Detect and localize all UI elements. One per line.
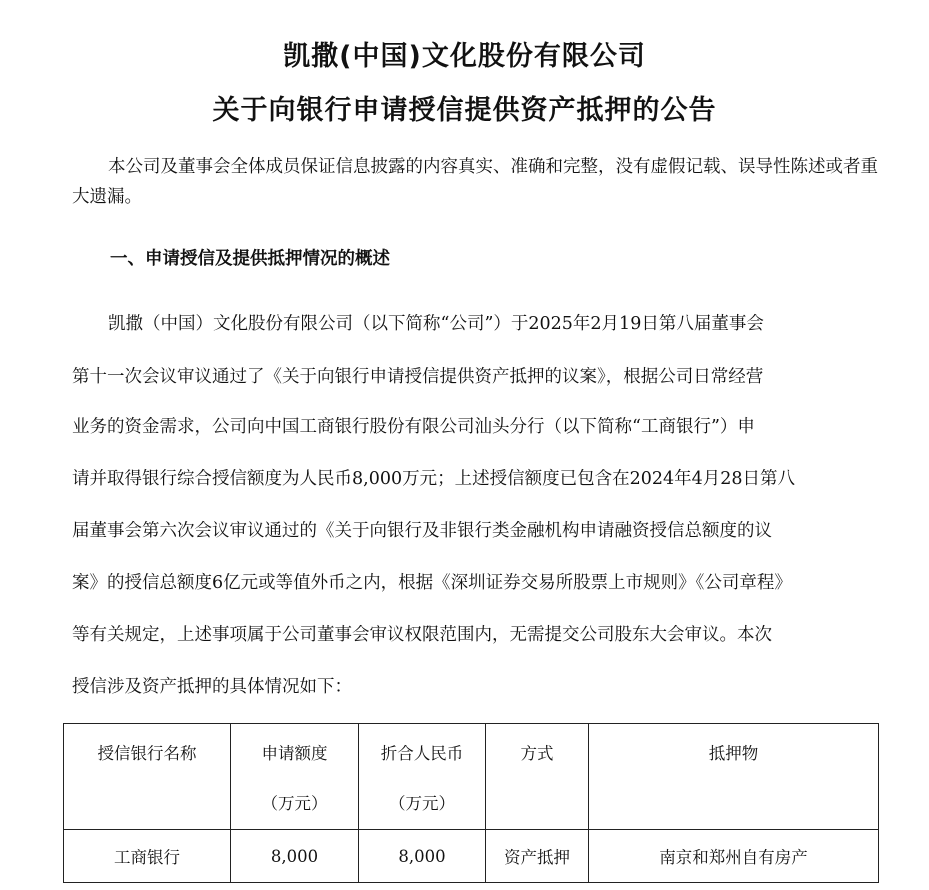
section-heading: 一、申请授信及提供抵押情况的概述 (110, 249, 390, 269)
intro-paragraph: 本公司及董事会全体成员保证信息披露的内容真实、准确和完整，没有虚假记载、误导性陈述或者重大遗漏。 (72, 157, 878, 207)
header-collateral: 抵押物 (589, 724, 879, 830)
announcement-title: 关于向银行申请授信提供资产抵押的公告 (212, 95, 717, 126)
cell-amount: 8,000 (231, 830, 359, 883)
collateral-table (63, 723, 879, 883)
table-row (64, 830, 879, 883)
cell-rmb: 8,000 (359, 830, 486, 883)
body-line: 凯撒（中国）文化股份有限公司（以下简称“公司”）于2025年2月19日第八届董事会 (108, 314, 764, 334)
company-title: 凯撒(中国)文化股份有限公司 (283, 41, 646, 72)
body-line: 案》的授信总额度6亿元或等值外币之内，根据《深圳证券交易所股票上市规则》《公司章程》 (72, 573, 792, 593)
body-line: 等有关规定，上述事项属于公司董事会审议权限范围内，无需提交公司股东大会审议。本次 (72, 625, 772, 645)
body-line: 第十一次会议审议通过了《关于向银行申请授信提供资产抵押的议案》，根据公司日常经营 (72, 367, 764, 387)
cell-bank: 工商银行 (64, 830, 231, 883)
body-line: 届董事会第六次会议审议通过的《关于向银行及非银行类金融机构申请融资授信总额度的议 (72, 521, 772, 541)
cell-method: 资产抵押 (486, 830, 589, 883)
header-bank: 授信银行名称 (64, 724, 231, 830)
cell-collateral: 南京和郑州自有房产 (589, 830, 879, 883)
header-method: 方式 (486, 724, 589, 830)
table-header-row (64, 724, 879, 830)
body-line: 请并取得银行综合授信额度为人民币8,000万元；上述授信额度已包含在2024年4月28日第八 (72, 469, 796, 489)
header-amount: 申请额度 （万元） (231, 724, 359, 830)
body-line: 业务的资金需求，公司向中国工商银行股份有限公司汕头分行（以下简称“工商银行”）申 (72, 417, 755, 437)
body-line: 授信涉及资产抵押的具体情况如下： (72, 677, 352, 697)
header-rmb: 折合人民币 （万元） (359, 724, 486, 830)
